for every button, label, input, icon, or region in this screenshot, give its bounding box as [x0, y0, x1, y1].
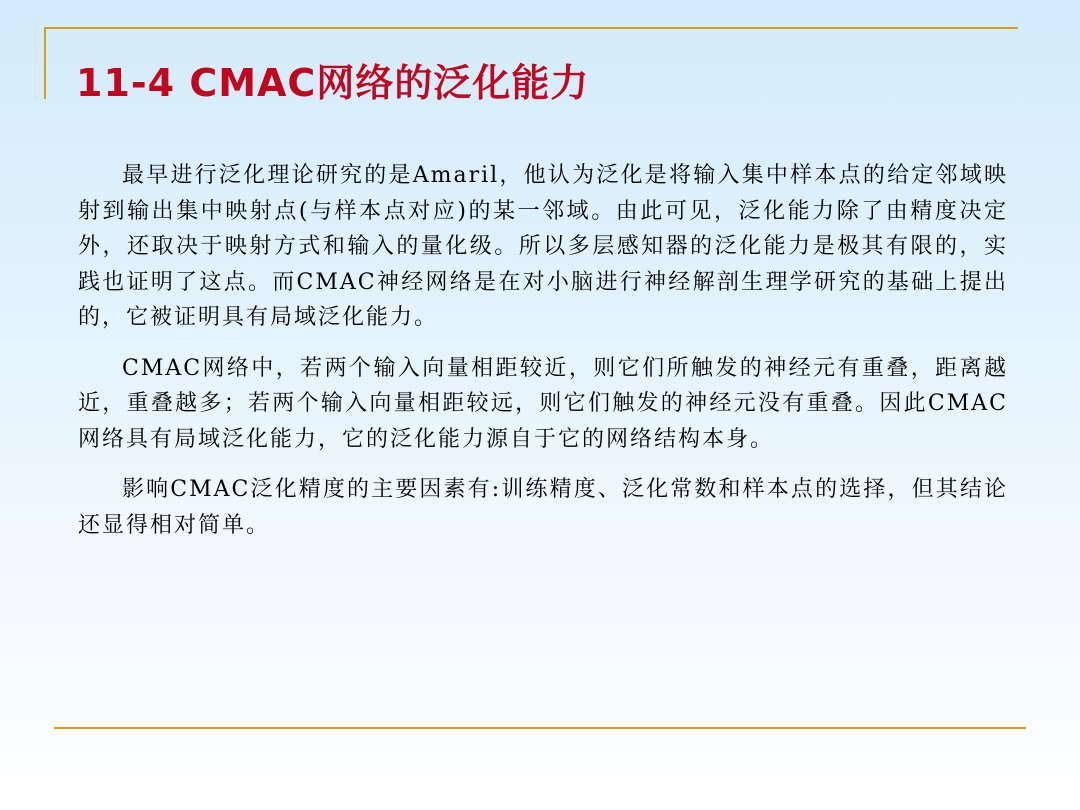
- slide-body: [78, 158, 1008, 543]
- left-accent-line: [44, 27, 46, 99]
- paragraph-1: 最早进行泛化理论研究的是Amaril，他认为泛化是将输入集中样本点的给定邻域映射到输出集中映射点(与样本点对应)的某一邻域。由此可见，泛化能力除了由精度决定外，还取决于映射方式和输入的量化级。所以多层感知器的泛化能力是极其有限的，实践也证明了这点。而CMAC神经网络是在对小脑进行神经解剖生理学研究的基础上提出的，它被证明具有局域泛化能力。: [78, 163, 1008, 330]
- paragraph-3: 影响CMAC泛化精度的主要因素有:训练精度、泛化常数和样本点的选择，但其结论还显得相对简单。: [78, 477, 1008, 538]
- top-divider-line: [44, 27, 1018, 29]
- bottom-divider-line: [54, 727, 1026, 729]
- paragraph-2: CMAC网络中，若两个输入向量相距较近，则它们所触发的神经元有重叠，距离越近，重叠越多；若两个输入向量相距较远，则它们触发的神经元没有重叠。因此CMAC网络具有局域泛化能力，它的泛化能力源自于它的网络结构本身。: [78, 355, 1008, 452]
- slide-title: 11-4 CMAC网络的泛化能力: [76, 61, 590, 105]
